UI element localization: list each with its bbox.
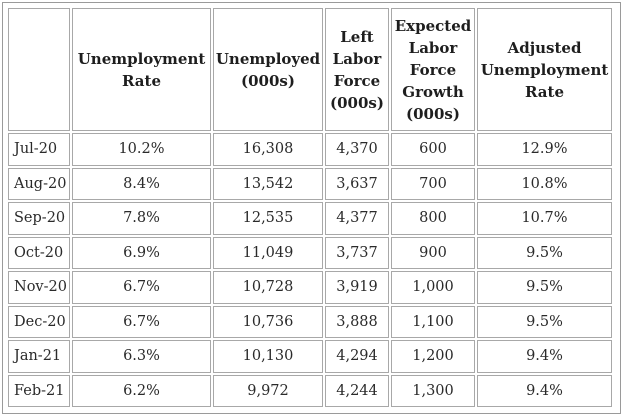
left-labor-force-cell: 4,377 [325,202,389,235]
month-cell: Oct-20 [8,237,70,270]
table-row [8,340,612,373]
column-header-expected-labor-force-growth [391,8,475,131]
month-cell: Jan-21 [8,340,70,373]
unemployment-table [6,6,614,409]
left-labor-force-cell: 4,294 [325,340,389,373]
column-header-adjusted-unemployment-rate [477,8,612,131]
month-cell: Aug-20 [8,168,70,201]
unemployed-cell: 9,972 [213,375,323,408]
column-header-line: Adjusted [507,38,582,57]
month-cell: Nov-20 [8,271,70,304]
column-header-line: (000s) [406,104,460,123]
header-row [8,8,612,131]
adjusted-rate-cell: 9.5% [477,237,612,270]
left-labor-force-cell: 3,888 [325,306,389,339]
expected-growth-cell: 700 [391,168,475,201]
expected-growth-cell: 900 [391,237,475,270]
unemployment-rate-cell: 8.4% [72,168,211,201]
expected-growth-cell: 800 [391,202,475,235]
column-header-unemployed [213,8,323,131]
column-header-line: Expected [394,16,472,35]
column-header-left-labor-force [325,8,389,131]
column-header-line: (000s) [330,93,384,112]
adjusted-rate-cell: 12.9% [477,133,612,166]
unemployment-rate-cell: 6.2% [72,375,211,408]
unemployed-cell: 12,535 [213,202,323,235]
column-header-line: Unemployment [480,60,609,79]
unemployed-cell: 16,308 [213,133,323,166]
table-row [8,202,612,235]
adjusted-rate-cell: 9.4% [477,375,612,408]
unemployment-rate-cell: 6.7% [72,271,211,304]
expected-growth-cell: 1,100 [391,306,475,339]
unemployed-cell: 13,542 [213,168,323,201]
table-row [8,133,612,166]
column-header-unemployment-rate [72,8,211,131]
column-header-line: Labor [408,38,458,57]
adjusted-rate-cell: 9.5% [477,306,612,339]
unemployment-rate-cell: 6.7% [72,306,211,339]
month-cell: Dec-20 [8,306,70,339]
unemployment-rate-cell: 10.2% [72,133,211,166]
left-labor-force-cell: 4,370 [325,133,389,166]
expected-growth-cell: 1,000 [391,271,475,304]
unemployment-rate-cell: 6.9% [72,237,211,270]
month-cell: Jul-20 [8,133,70,166]
month-cell: Sep-20 [8,202,70,235]
table-row [8,271,612,304]
unemployed-cell: 11,049 [213,237,323,270]
left-labor-force-cell: 3,737 [325,237,389,270]
month-cell: Feb-21 [8,375,70,408]
unemployed-cell: 10,728 [213,271,323,304]
table-row [8,168,612,201]
unemployed-cell: 10,130 [213,340,323,373]
column-header-line: Rate [121,71,161,90]
column-header-line: Unemployment [77,49,206,68]
left-labor-force-cell: 4,244 [325,375,389,408]
unemployment-rate-cell: 7.8% [72,202,211,235]
column-header-line: Rate [524,82,564,101]
unemployment-rate-cell: 6.3% [72,340,211,373]
left-labor-force-cell: 3,919 [325,271,389,304]
table-row [8,306,612,339]
column-header-month [8,8,70,131]
column-header-line: Labor [332,49,382,68]
left-labor-force-cell: 3,637 [325,168,389,201]
table-row [8,237,612,270]
adjusted-rate-cell: 9.5% [477,271,612,304]
table-row [8,375,612,408]
unemployed-cell: 10,736 [213,306,323,339]
expected-growth-cell: 1,300 [391,375,475,408]
table-frame [2,2,621,414]
column-header-line: (000s) [241,71,295,90]
column-header-line: Growth [402,82,464,101]
column-header-line: Unemployed [215,49,321,68]
expected-growth-cell: 1,200 [391,340,475,373]
table-body [8,133,612,407]
column-header-line: Force [333,71,381,90]
column-header-line: Force [409,60,457,79]
column-header-line: Left [340,27,374,46]
adjusted-rate-cell: 10.7% [477,202,612,235]
adjusted-rate-cell: 9.4% [477,340,612,373]
adjusted-rate-cell: 10.8% [477,168,612,201]
expected-growth-cell: 600 [391,133,475,166]
